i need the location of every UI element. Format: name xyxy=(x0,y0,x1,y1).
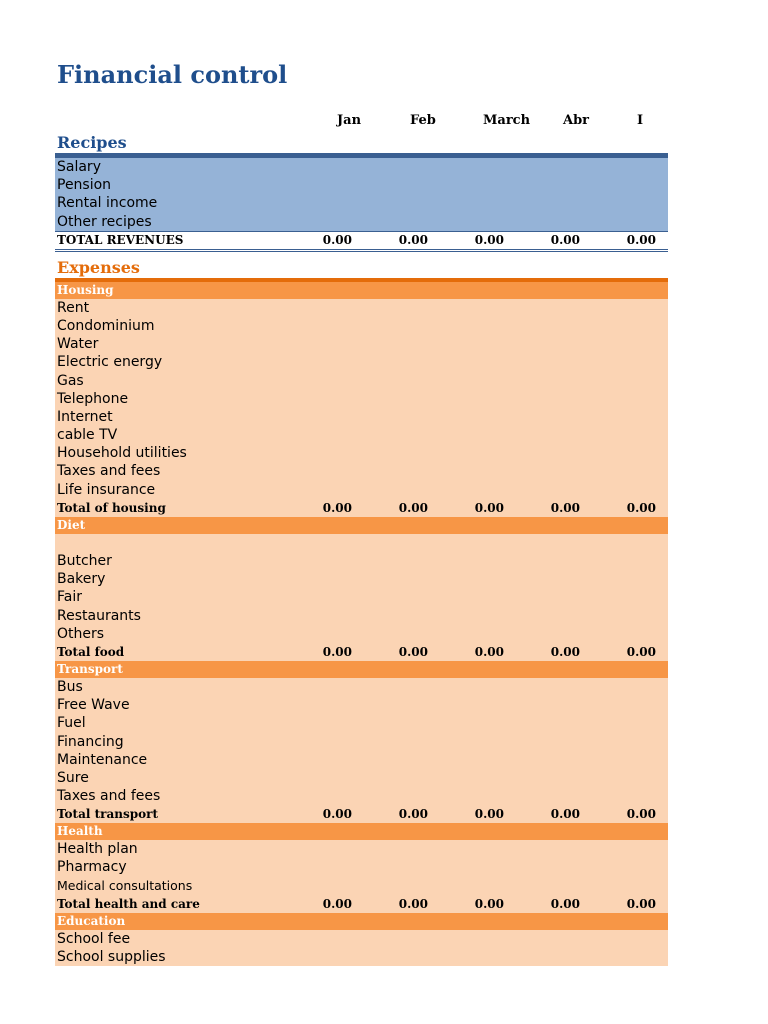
total-value: 0.00 xyxy=(322,232,352,247)
month-header: Jan xyxy=(337,113,362,128)
total-label: Total of housing xyxy=(57,500,166,515)
total-value: 0.00 xyxy=(398,232,428,247)
total-value: 0.00 xyxy=(474,232,504,247)
line-item: School supplies xyxy=(55,948,668,966)
total-value: 0.00 xyxy=(474,807,504,822)
line-item: Life insurance xyxy=(55,481,668,499)
line-item: Pension xyxy=(55,176,668,194)
line-item: Pharmacy xyxy=(55,858,668,876)
line-item: Taxes and fees xyxy=(55,462,668,480)
month-header: March xyxy=(483,113,531,128)
line-item: School fee xyxy=(55,930,668,948)
line-item: Gas xyxy=(55,372,668,390)
total-value: 0.00 xyxy=(322,896,352,911)
line-item: Sure xyxy=(55,769,668,787)
total-value: 0.00 xyxy=(550,896,580,911)
category-header: Education xyxy=(55,913,668,930)
total-value: 0.00 xyxy=(474,896,504,911)
line-item: Rental income xyxy=(55,194,668,212)
recipes-heading: Recipes xyxy=(57,133,127,152)
total-row xyxy=(55,231,668,252)
line-item: Butcher xyxy=(55,552,668,570)
total-value: 0.00 xyxy=(322,500,352,515)
total-value: 0.00 xyxy=(626,500,656,515)
month-header: I xyxy=(637,113,644,128)
line-item: Salary xyxy=(55,158,668,176)
total-value: 0.00 xyxy=(550,500,580,515)
line-item: Fuel xyxy=(55,714,668,732)
total-label: Total transport xyxy=(57,807,158,822)
line-item: Water xyxy=(55,335,668,353)
line-item: Electric energy xyxy=(55,353,668,371)
total-label: TOTAL REVENUES xyxy=(57,232,184,247)
line-item: Bus xyxy=(55,678,668,696)
line-item: Condominium xyxy=(55,317,668,335)
line-item: Household utilities xyxy=(55,444,668,462)
line-item: Others xyxy=(55,625,668,643)
line-item: Telephone xyxy=(55,390,668,408)
blank-row xyxy=(55,534,668,552)
month-header: Feb xyxy=(410,113,436,128)
line-item: Health plan xyxy=(55,840,668,858)
total-value: 0.00 xyxy=(398,644,428,659)
line-item: Financing xyxy=(55,733,668,751)
month-header-row xyxy=(300,113,668,131)
month-header: Abr xyxy=(563,113,590,128)
total-value: 0.00 xyxy=(550,232,580,247)
category-header: Diet xyxy=(55,517,668,534)
category-header: Health xyxy=(55,823,668,840)
line-item: Taxes and fees xyxy=(55,787,668,805)
total-row xyxy=(55,805,668,823)
total-label: Total food xyxy=(57,644,125,659)
total-value: 0.00 xyxy=(550,807,580,822)
total-value: 0.00 xyxy=(474,500,504,515)
line-item: Internet xyxy=(55,408,668,426)
total-value: 0.00 xyxy=(398,896,428,911)
line-item: Maintenance xyxy=(55,751,668,769)
total-value: 0.00 xyxy=(550,644,580,659)
line-item: Free Wave xyxy=(55,696,668,714)
total-value: 0.00 xyxy=(398,807,428,822)
line-item: Rent xyxy=(55,299,668,317)
total-value: 0.00 xyxy=(626,807,656,822)
total-label: Total health and care xyxy=(57,896,200,911)
financial-sheet xyxy=(55,133,668,966)
total-value: 0.00 xyxy=(474,644,504,659)
line-item: Bakery xyxy=(55,570,668,588)
total-row xyxy=(55,895,668,913)
expenses-heading: Expenses xyxy=(57,257,140,277)
recipes-table xyxy=(55,158,668,252)
total-value: 0.00 xyxy=(398,500,428,515)
page-title: Financial control xyxy=(57,60,288,89)
total-row xyxy=(55,643,668,661)
category-header: Transport xyxy=(55,661,668,678)
total-row xyxy=(55,499,668,517)
expenses-table xyxy=(55,282,668,966)
line-item: Other recipes xyxy=(55,213,668,231)
total-value: 0.00 xyxy=(626,644,656,659)
line-item: Medical consultations xyxy=(55,877,668,895)
category-header: Housing xyxy=(55,282,668,299)
total-value: 0.00 xyxy=(322,807,352,822)
line-item: Fair xyxy=(55,588,668,606)
line-item: cable TV xyxy=(55,426,668,444)
total-value: 0.00 xyxy=(626,232,656,247)
total-value: 0.00 xyxy=(626,896,656,911)
total-value: 0.00 xyxy=(322,644,352,659)
line-item: Restaurants xyxy=(55,607,668,625)
